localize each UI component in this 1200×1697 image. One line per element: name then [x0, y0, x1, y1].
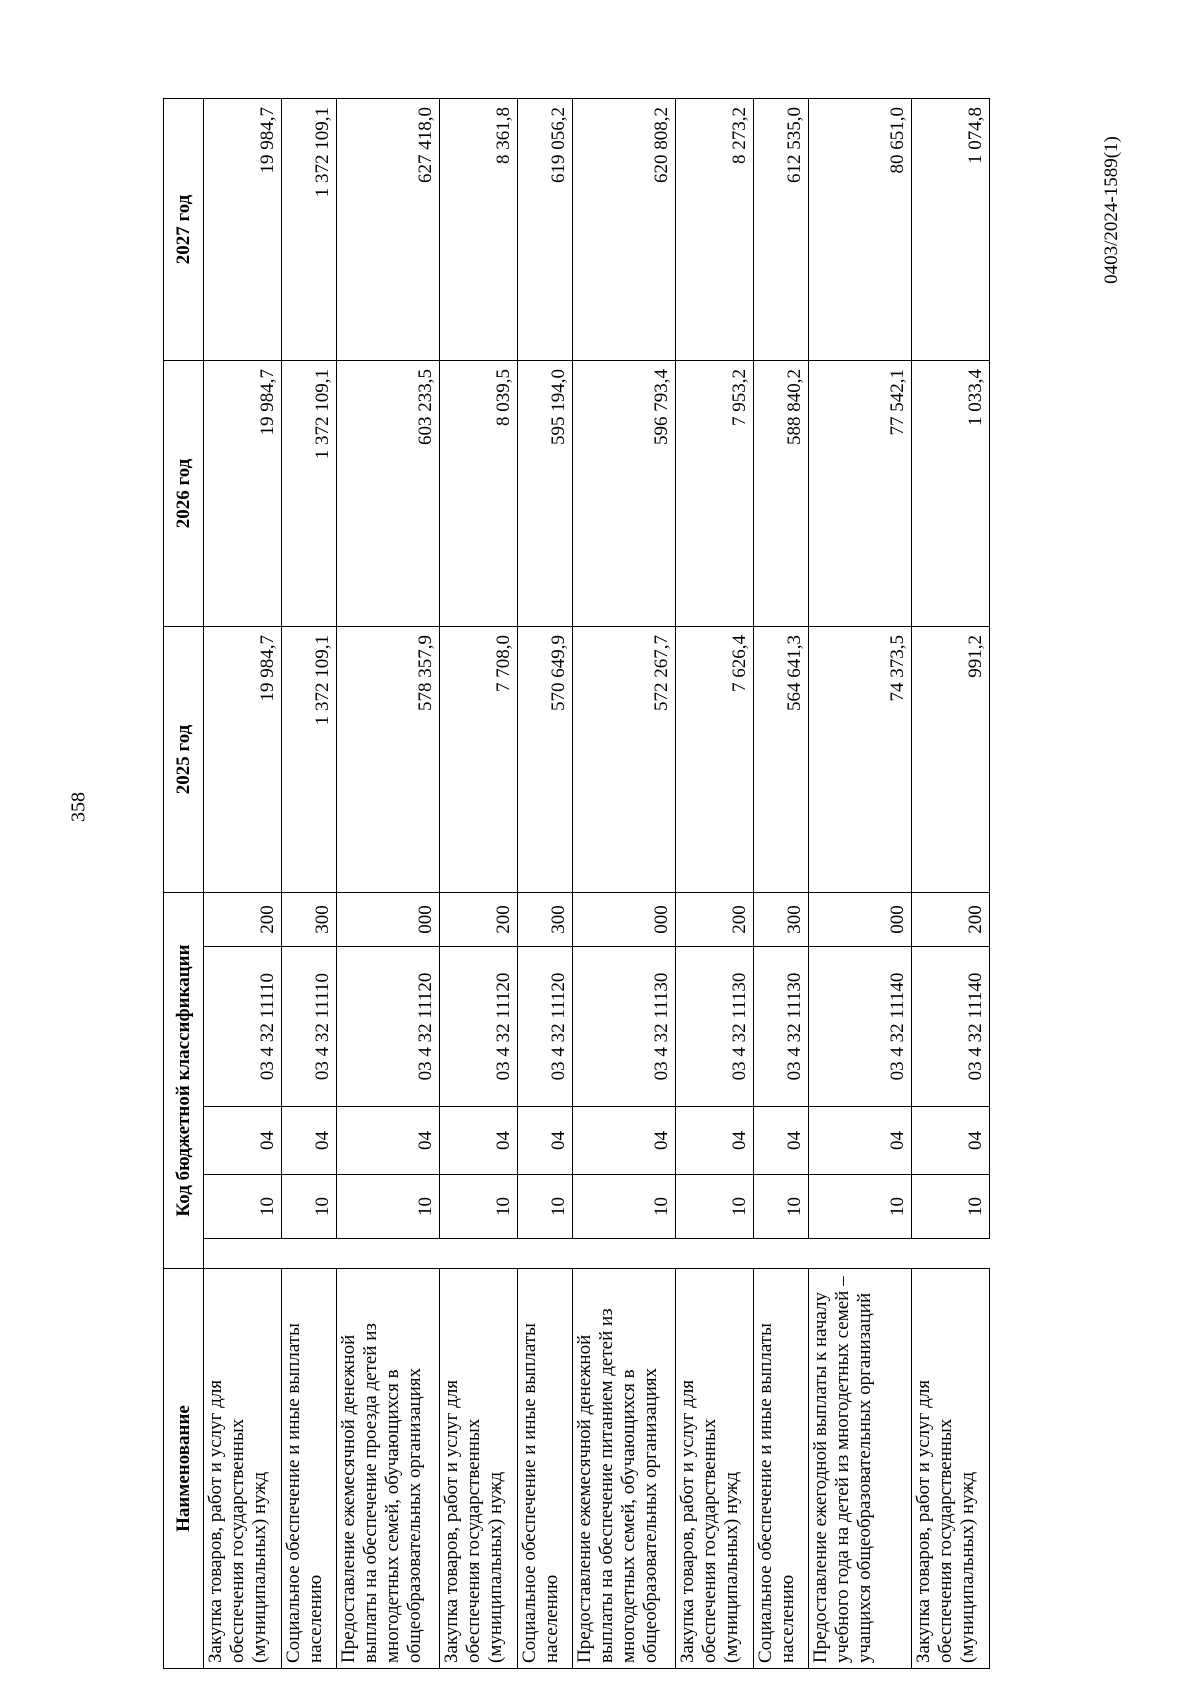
value-2026: 8 039,5	[440, 360, 518, 626]
code-section: 10	[204, 1175, 282, 1239]
code-subsection: 04	[809, 1107, 912, 1175]
code-section: 10	[912, 1175, 990, 1239]
row-name: Закупка товаров, работ и услуг для обеспечения государственных (муниципальных) нужд	[204, 1269, 282, 1669]
code-subsection: 04	[440, 1107, 518, 1175]
row-name: Предоставление ежемесячной денежной выплаты на обеспечение проезда детей из многодетных семей, обучающихся в общеобразовательных организациях	[337, 1269, 440, 1669]
code-subsection: 04	[282, 1107, 337, 1175]
value-2025: 19 984,7	[204, 626, 282, 892]
value-2027: 8 273,2	[676, 98, 754, 360]
code-expense-type: 000	[573, 892, 676, 946]
table-row	[809, 98, 912, 1668]
code-expense-type: 200	[676, 892, 754, 946]
value-2025: 7 626,4	[676, 626, 754, 892]
table-row	[440, 98, 518, 1668]
value-2025: 991,2	[912, 626, 990, 892]
code-target-article: 03 4 32 11110	[282, 947, 337, 1107]
value-2026: 595 194,0	[518, 360, 573, 626]
table-row	[754, 98, 809, 1668]
value-2026: 1 033,4	[912, 360, 990, 626]
code-expense-type: 200	[912, 892, 990, 946]
code-spacer	[676, 1239, 754, 1269]
value-2026: 7 953,2	[676, 360, 754, 626]
code-section: 10	[573, 1175, 676, 1239]
code-spacer	[912, 1239, 990, 1269]
code-section: 10	[440, 1175, 518, 1239]
value-2025: 1 372 109,1	[282, 626, 337, 892]
code-target-article: 03 4 32 11130	[676, 947, 754, 1107]
code-expense-type: 300	[282, 892, 337, 946]
value-2025: 564 641,3	[754, 626, 809, 892]
code-section: 10	[676, 1175, 754, 1239]
code-subsection: 04	[676, 1107, 754, 1175]
code-expense-type: 000	[337, 892, 440, 946]
value-2026: 588 840,2	[754, 360, 809, 626]
value-2026: 596 793,4	[573, 360, 676, 626]
row-name: Предоставление ежемесячной денежной выплаты на обеспечение питанием детей из многодетных семей, обучающихся в общеобразовательных организациях	[573, 1269, 676, 1669]
code-target-article: 03 4 32 11130	[573, 947, 676, 1107]
code-subsection: 04	[754, 1107, 809, 1175]
code-section: 10	[282, 1175, 337, 1239]
code-subsection: 04	[518, 1107, 573, 1175]
code-section: 10	[337, 1175, 440, 1239]
table-row	[282, 98, 337, 1668]
code-spacer	[573, 1239, 676, 1269]
code-spacer	[440, 1239, 518, 1269]
header-2027: 2027 год	[164, 98, 204, 360]
header-2025: 2025 год	[164, 626, 204, 892]
row-name: Закупка товаров, работ и услуг для обеспечения государственных (муниципальных) нужд	[912, 1269, 990, 1669]
value-2027: 612 535,0	[754, 98, 809, 360]
code-target-article: 03 4 32 11140	[809, 947, 912, 1107]
code-expense-type: 200	[440, 892, 518, 946]
value-2025: 570 649,9	[518, 626, 573, 892]
table-row	[518, 98, 573, 1668]
code-spacer	[809, 1239, 912, 1269]
value-2027: 1 372 109,1	[282, 98, 337, 360]
value-2025: 578 357,9	[337, 626, 440, 892]
value-2026: 19 984,7	[204, 360, 282, 626]
value-2025: 7 708,0	[440, 626, 518, 892]
code-target-article: 03 4 32 11120	[518, 947, 573, 1107]
code-subsection: 04	[204, 1107, 282, 1175]
document-code: 0403/2024-1589(1)	[1101, 136, 1122, 284]
budget-table	[163, 98, 990, 1669]
code-spacer	[518, 1239, 573, 1269]
row-name: Предоставление ежегодной выплаты к началу учебного года на детей из многодетных семей – учащихся общеобразовательных организаций	[809, 1269, 912, 1669]
row-name: Закупка товаров, работ и услуг для обеспечения государственных (муниципальных) нужд	[676, 1269, 754, 1669]
value-2027: 627 418,0	[337, 98, 440, 360]
table-row	[204, 98, 282, 1668]
table-row	[676, 98, 754, 1668]
value-2025: 572 267,7	[573, 626, 676, 892]
code-target-article: 03 4 32 11110	[204, 947, 282, 1107]
code-spacer	[282, 1239, 337, 1269]
code-expense-type: 000	[809, 892, 912, 946]
code-subsection: 04	[573, 1107, 676, 1175]
value-2025: 74 373,5	[809, 626, 912, 892]
code-subsection: 04	[912, 1107, 990, 1175]
value-2027: 19 984,7	[204, 98, 282, 360]
code-expense-type: 300	[754, 892, 809, 946]
code-section: 10	[518, 1175, 573, 1239]
code-subsection: 04	[337, 1107, 440, 1175]
code-section: 10	[809, 1175, 912, 1239]
row-name: Социальное обеспечение и иные выплаты населению	[282, 1269, 337, 1669]
value-2026: 77 542,1	[809, 360, 912, 626]
table-row	[337, 98, 440, 1668]
header-2026: 2026 год	[164, 360, 204, 626]
row-name: Социальное обеспечение и иные выплаты населению	[518, 1269, 573, 1669]
code-section: 10	[754, 1175, 809, 1239]
value-2027: 80 651,0	[809, 98, 912, 360]
code-target-article: 03 4 32 11130	[754, 947, 809, 1107]
value-2027: 619 056,2	[518, 98, 573, 360]
value-2026: 1 372 109,1	[282, 360, 337, 626]
code-expense-type: 200	[204, 892, 282, 946]
code-target-article: 03 4 32 11140	[912, 947, 990, 1107]
code-target-article: 03 4 32 11120	[440, 947, 518, 1107]
row-name: Закупка товаров, работ и услуг для обеспечения государственных (муниципальных) нужд	[440, 1269, 518, 1669]
value-2027: 8 361,8	[440, 98, 518, 360]
code-target-article: 03 4 32 11120	[337, 947, 440, 1107]
header-budget-code: Код бюджетной классификации	[164, 892, 204, 1268]
page-number: 358	[67, 792, 90, 822]
header-name: Наименование	[164, 1269, 204, 1669]
value-2026: 603 233,5	[337, 360, 440, 626]
budget-table-container	[163, 99, 987, 1669]
code-expense-type: 300	[518, 892, 573, 946]
table-row	[912, 98, 990, 1668]
code-spacer	[337, 1239, 440, 1269]
table-row	[573, 98, 676, 1668]
value-2027: 620 808,2	[573, 98, 676, 360]
code-spacer	[754, 1239, 809, 1269]
table-header-row	[164, 98, 204, 1668]
code-spacer	[204, 1239, 282, 1269]
value-2027: 1 074,8	[912, 98, 990, 360]
row-name: Социальное обеспечение и иные выплаты населению	[754, 1269, 809, 1669]
